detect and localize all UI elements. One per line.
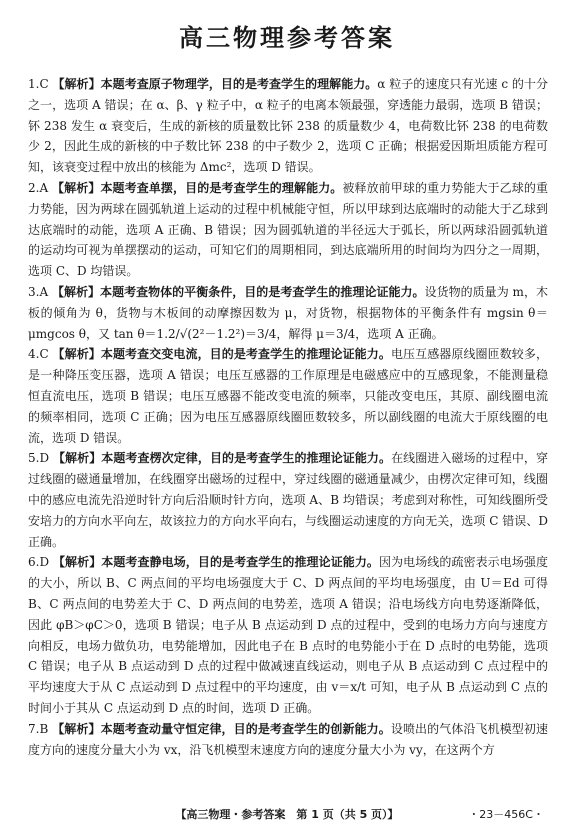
answer-number: 7.B bbox=[28, 721, 49, 736]
answer-lead: 本题考查交变电流，目的是考查学生的推理论证能力。 bbox=[100, 347, 391, 362]
answer-number: 4.C bbox=[28, 347, 49, 362]
answer-item bbox=[28, 178, 548, 282]
page-footer bbox=[0, 806, 574, 822]
answer-item bbox=[28, 719, 548, 761]
answer-body: 设喷出的气体沿飞机模型初速度方向的速度分量大小为 vx，沿飞机模型末速度方向的速度分量大小为 vy，在这两个方 bbox=[28, 721, 548, 757]
analysis-tag: 【解析】 bbox=[52, 451, 102, 466]
answer-body: 被释放前甲球的重力势能大于乙球的重力势能，因为两球在圆弧轨道上运动的过程中机械能守恒，所以甲球到达底端时的动能大于乙球到达底端时的动能，选项 A 正确、B 错误；因为圆弧轨道的半径远大于弧长，所以两球沿圆弧轨道的运动均可视为单摆摆动的运动，可知它们的周期相同，到达底端所用的时间均为四分之一周期，选项 C、D 均错误。 bbox=[28, 180, 548, 279]
analysis-tag: 【解析】 bbox=[52, 347, 101, 362]
analysis-tag: 【解析】 bbox=[52, 180, 101, 195]
answer-number: 2.A bbox=[28, 180, 49, 195]
page-title: 高三物理参考答案 bbox=[179, 24, 395, 52]
answer-item bbox=[28, 344, 548, 448]
answer-item bbox=[28, 74, 548, 178]
answer-number: 5.D bbox=[28, 451, 50, 466]
analysis-tag: 【解析】 bbox=[52, 721, 101, 736]
answer-body: 电压互感器原线圈匝数较多，是一种降压变压器，选项 A 错误；电压互感器的工作原理是电磁感应中的互感现象，不能测量稳恒直流电压，选项 B 错误；电压互感器不能改变电流的频率，只能改变电压，其原、副线圈电流的频率相同，选项 C 正确；因为电压互感器原线圈匝数较多，所以副线圈的电流大于原线圈的电流，选项 D 错误。 bbox=[28, 347, 548, 445]
analysis-tag: 【解析】 bbox=[51, 284, 101, 299]
answer-body: α 粒子的速度只有光速 c 的十分之一，选项 A 错误；在 α、β、γ 粒子中，α 粒子的电离本领最强，穿透能力最弱，选项 B 错误；钚 238 发生 α 衰变后，生成的新核的质量数比钚 238 的质量数少 4，电荷数比钚 238 的电荷数少 2，因此生成的新核的中子数比钚 238 的中子数少 2，选项 C 正确；根据爱因斯坦质能方程可知，该衰变过程中放出的核能为 Δmc²，选项 D 错误。 bbox=[28, 77, 548, 175]
answer-lead: 本题考查原子物理学，目的是考查学生的理解能力。 bbox=[100, 77, 378, 91]
footer-page-info: 【高三物理・参考答案 第 1 页（共 5 页）】 bbox=[175, 808, 399, 821]
answer-number: 6.D bbox=[28, 555, 50, 570]
answer-lead: 本题考查楞次定律，目的是考查学生的推理论证能力。 bbox=[101, 451, 392, 466]
answer-list bbox=[28, 74, 548, 760]
answer-number: 1.C bbox=[28, 77, 49, 91]
answer-lead: 本题考查单摆，目的是考查学生的理解能力。 bbox=[100, 180, 343, 195]
analysis-tag: 【解析】 bbox=[52, 77, 101, 91]
analysis-tag: 【解析】 bbox=[52, 555, 102, 570]
answer-lead: 本题考查静电场，目的是考查学生的推理论证能力。 bbox=[101, 555, 379, 570]
answer-lead: 本题考查动量守恒定律，目的是考查学生的创新能力。 bbox=[100, 721, 391, 736]
answer-item bbox=[28, 448, 548, 552]
answer-body: 因为电场线的疏密表示电场强度的大小，所以 B、C 两点间的平均电场强度大于 C、D 两点间的平均电场强度，由 U＝Ed 可得 B、C 两点间的电势差大于 C、D 两点间的电势差，选项 A 错误；沿电场线方向电势逐渐降低，因此 φB＞φC＞0，选项 B 错误；电子从 B 点运动到 D 点的过程中，受到的电场力方向与速度方向相反，电场力做负功，电势能增加，因此电子在 B 点时的电势能小于在 D 点时的电势能，选项 C 错误；电子从 B 点运动到 D 点的过程中做减速直线运动，则电子从 B 点运动到 C 点过程中的平均速度大于从 C 点运动到 D 点过程中的平均速度，由 v＝x/t 可知，电子从 B 点运动到 C 点的时间小于其从 C 点运动到 D 点的时间，选项 D 正确。 bbox=[28, 555, 548, 715]
footer-code: ・23－456C・ bbox=[468, 808, 544, 821]
answer-number: 3.A bbox=[28, 284, 49, 299]
answer-item bbox=[28, 552, 548, 718]
answer-lead: 本题考查物体的平衡条件，目的是考查学生的推理论证能力。 bbox=[100, 284, 425, 299]
answer-body: 设货物的质量为 m，木板的倾角为 θ，货物与木板间的动摩擦因数为 μ，对货物，根据物体的平衡条件有 mgsin θ＝μmgcos θ，又 tan θ＝1.2/√(2²－1.2²)＝3/4，解得 μ＝3/4，选项 A 正确。 bbox=[28, 284, 548, 341]
answer-body: 在线圈进入磁场的过程中，穿过线圈的磁通量增加，在线圈穿出磁场的过程中，穿过线圈的磁通量减少，由楞次定律可知，线圈中的感应电流先沿逆时针方向后沿顺时针方向，选项 A、B 均错误；考虑到对称性，可知线圈所受安培力的方向水平向左，故该拉力的方向水平向右，与线圈运动速度的方向无关，选项 C 错误、D 正确。 bbox=[28, 451, 548, 549]
answer-item bbox=[28, 282, 548, 344]
